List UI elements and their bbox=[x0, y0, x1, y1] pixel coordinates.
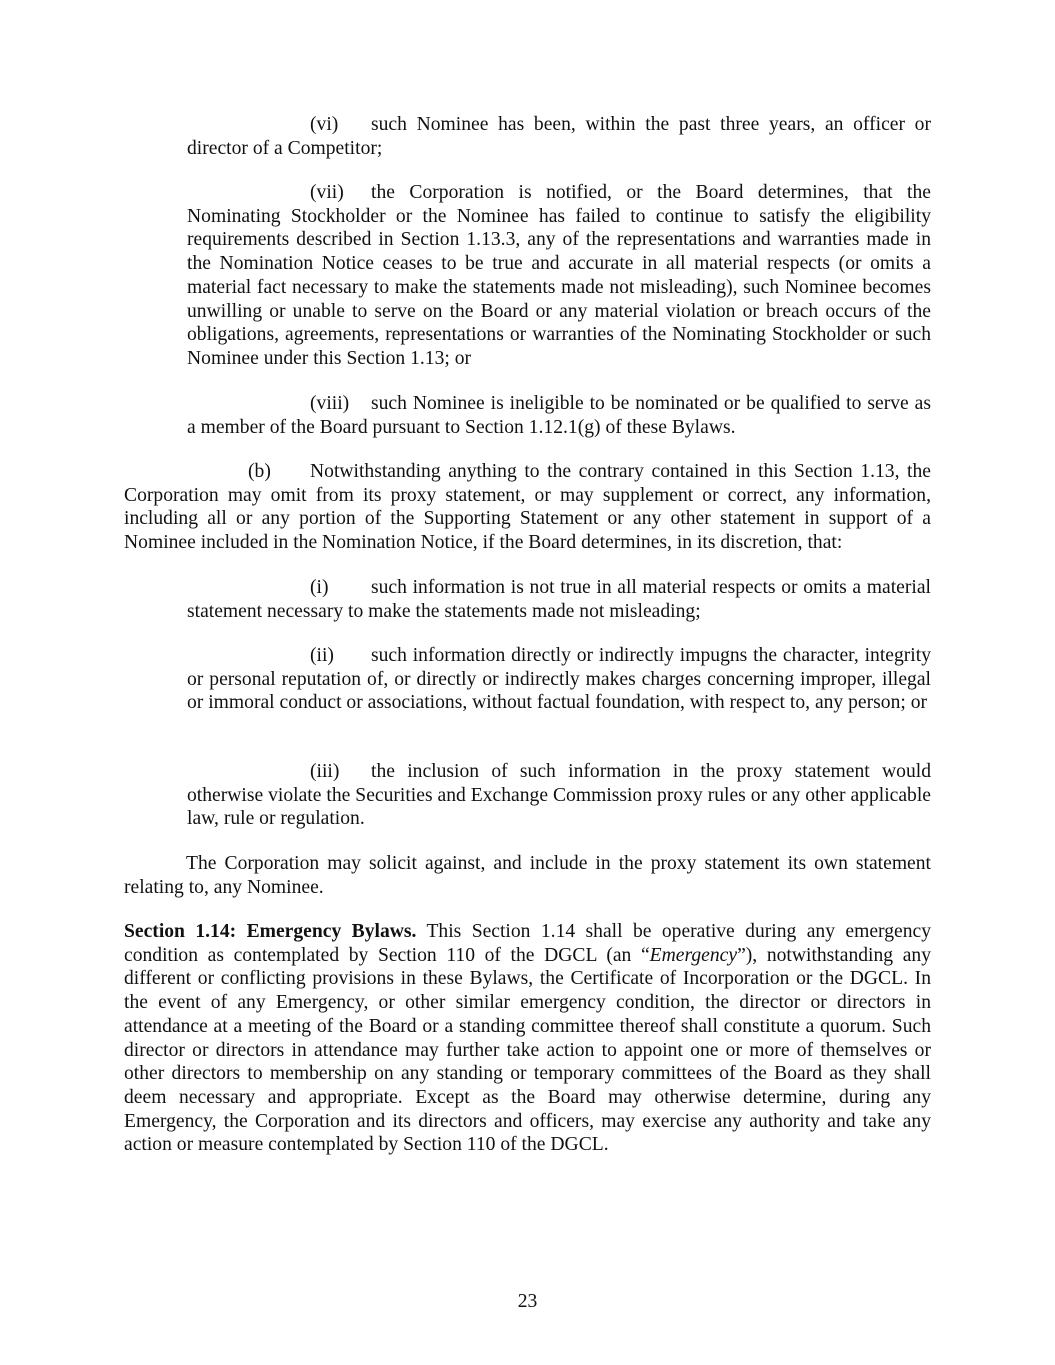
clause-label: (i) bbox=[310, 577, 329, 598]
defined-term: Emergency bbox=[649, 944, 738, 966]
clause-label: (iii) bbox=[310, 761, 340, 782]
clause-label: (ii) bbox=[310, 645, 334, 666]
clause-text: such Nominee has been, within the past three years, an officer or director of a Competitor; bbox=[187, 114, 931, 159]
clause-text: the Corporation is notified, or the Board determines, that the Nominating Stockholder or the Nominee has failed to continue to satisfy the eligibility requirements described in Section 1.13.3, any of the representations and warranties made in the Nomination Notice ceases to be true and accurate in all material respects (or omits a material fact necessary to make the statements made not misleading), such Nominee becomes unwilling or unable to serve on the Board or any material violation or breach occurs of the obligations, agreements, representations or warranties of the Nominating Stockholder or such Nominee under this Section 1.13; or bbox=[187, 182, 931, 369]
clause-vi bbox=[187, 113, 931, 160]
clause-text: such Nominee is ineligible to be nominated or be qualified to serve as a member of the Board pursuant to Section 1.12.1(g) of these Bylaws. bbox=[187, 393, 931, 438]
clause-viii bbox=[187, 392, 931, 439]
clause-vii bbox=[187, 181, 931, 371]
clause-label: (viii) bbox=[310, 393, 350, 414]
clause-text: such information directly or indirectly impugns the character, integrity or personal reputation of, or directly or indirectly makes charges concerning improper, illegal or immoral conduct or associations, without factual foundation, with respect to, any person; or bbox=[187, 645, 931, 714]
paragraph-text: Notwithstanding anything to the contrary contained in this Section 1.13, the Corporation may omit from its proxy statement, or may supplement or correct, any information, including all or any portion of the Supporting Statement or any other statement in support of a Nominee included in the Nomination Notice, if the Board determines, in its discretion, that: bbox=[124, 461, 931, 554]
section-1-14 bbox=[124, 920, 931, 1157]
paragraph-b bbox=[124, 460, 931, 555]
clause-text: the inclusion of such information in the proxy statement would otherwise violate the Securities and Exchange Commission proxy rules or any other applicable law, rule or regulation. bbox=[187, 761, 931, 830]
subclause-ii bbox=[187, 644, 931, 715]
clause-label: (vi) bbox=[310, 114, 339, 135]
section-heading: Section 1.14: Emergency Bylaws. bbox=[124, 921, 417, 942]
solicit-paragraph bbox=[124, 852, 931, 899]
clause-label: (vii) bbox=[310, 182, 344, 203]
subclause-iii bbox=[187, 760, 931, 831]
paragraph-text: The Corporation may solicit against, and include in the proxy statement its own statement relating to, any Nominee. bbox=[124, 853, 931, 898]
subclause-i bbox=[187, 576, 931, 623]
section-text-part-1: This Section 1.14 shall be operative during any emergency condition as contemplated by Section 110 of the DGCL (an “ bbox=[124, 921, 931, 966]
paragraph-label: (b) bbox=[248, 461, 271, 482]
page-number: 23 bbox=[517, 1291, 538, 1312]
clause-text: such information is not true in all material respects or omits a material statement necessary to make the statements made not misleading; bbox=[187, 577, 931, 622]
section-text-part-2: ”), notwithstanding any different or conflicting provisions in these Bylaws, the Certificate of Incorporation or the DGCL. In the event of any Emergency, or other similar emergency condition, the director or directors in attendance at a meeting of the Board or a standing committee thereof shall constitute a quorum. Such director or directors in attendance may further take action to appoint one or more of themselves or other directors to membership on any standing or temporary committees of the Board as they shall deem necessary and appropriate. Except as the Board may otherwise determine, during any Emergency, the Corporation and its directors and officers, may exercise any authority and take any action or measure contemplated by Section 110 of the DGCL. bbox=[124, 944, 931, 1156]
